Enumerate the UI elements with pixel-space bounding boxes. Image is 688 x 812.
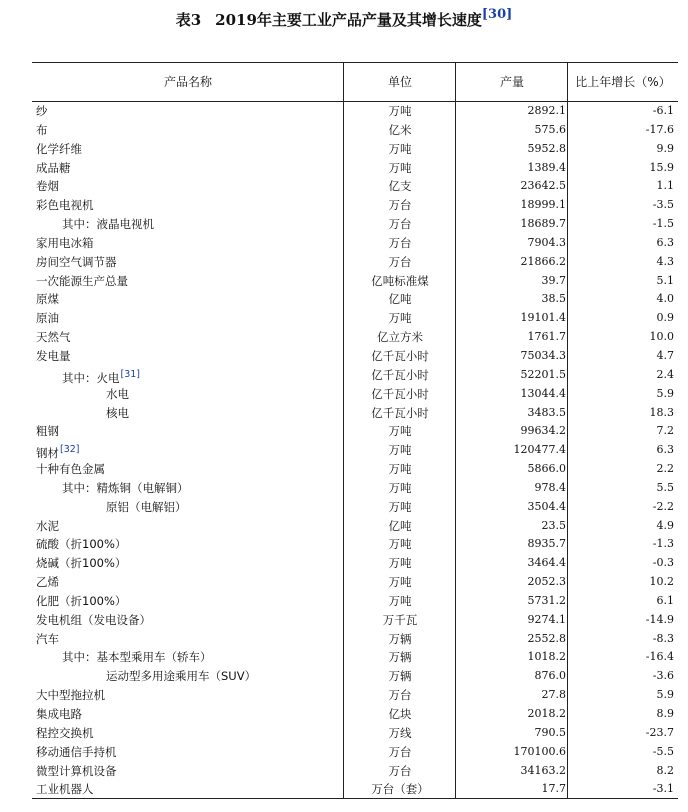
product-name-cell: [36, 762, 117, 781]
table-row: [32, 102, 678, 121]
product-name: 房间空气调节器: [36, 254, 117, 269]
product-name-cell: [36, 705, 82, 724]
output-cell: 1018.2: [527, 650, 566, 664]
output-cell: 1761.7: [527, 330, 566, 344]
growth-cell: 2.4: [656, 367, 674, 381]
unit-cell: 万吨: [388, 104, 412, 118]
unit-cell: 亿立方米: [377, 330, 423, 345]
table-body: [32, 102, 678, 799]
unit-cell: 万辆: [388, 631, 412, 646]
output-cell: 2052.3: [527, 575, 566, 589]
unit-cell: 万吨: [388, 160, 412, 175]
product-name: 汽车: [36, 631, 59, 646]
growth-cell: -1.5: [652, 217, 674, 231]
output-cell: 3504.4: [527, 499, 566, 513]
output-cell: 3464.4: [527, 556, 566, 570]
output-cell: 13044.4: [520, 386, 566, 400]
table-row: [32, 592, 678, 611]
growth-cell: -2.2: [652, 499, 674, 513]
unit-cell: 万辆: [388, 650, 412, 665]
growth-cell: -3.5: [652, 198, 674, 212]
growth-cell: 18.3: [649, 405, 674, 419]
product-name-cell: [62, 648, 212, 667]
unit-cell: 万千瓦: [382, 612, 418, 627]
product-name-cell: [36, 441, 80, 460]
table-row: [32, 366, 678, 385]
unit-cell: 万台（套）: [371, 782, 429, 797]
unit-cell: 万吨: [388, 480, 412, 495]
growth-cell: 5.9: [656, 386, 674, 400]
product-name: 核电: [106, 405, 129, 420]
product-name: 纱: [36, 104, 48, 118]
product-name-cell: [36, 630, 59, 649]
output-cell: 170100.6: [513, 744, 566, 758]
product-name-cell: [36, 611, 151, 630]
product-name-cell: [106, 667, 256, 686]
product-name: 大中型拖拉机: [36, 688, 105, 703]
table-row: [32, 630, 678, 649]
output-cell: 575.6: [534, 122, 566, 136]
product-name: 钢材: [36, 446, 59, 461]
product-name-cell: [106, 498, 187, 517]
table-row: [32, 611, 678, 630]
growth-cell: 5.1: [656, 273, 674, 287]
product-name: 其中：液晶电视机: [62, 217, 154, 232]
product-name: 卷烟: [36, 179, 59, 194]
product-name: 化肥（折100%）: [36, 593, 127, 608]
product-name-cell: [36, 460, 105, 479]
output-cell: 2552.8: [527, 631, 566, 645]
product-name: 其中：精炼铜（电解铜）: [62, 480, 189, 495]
output-cell: 5952.8: [527, 141, 566, 155]
output-cell: 3483.5: [527, 405, 566, 419]
output-cell: 7904.3: [527, 235, 566, 249]
unit-cell: 万台: [388, 744, 412, 759]
table-row: [32, 762, 678, 781]
output-cell: 21866.2: [520, 254, 566, 268]
output-cell: 23.5: [541, 518, 566, 532]
growth-cell: 2.2: [656, 462, 674, 476]
product-name-cell: [36, 253, 117, 272]
product-name: 水电: [106, 386, 129, 401]
product-name-cell: [36, 347, 71, 366]
unit-cell: 亿千瓦小时: [371, 348, 429, 363]
unit-cell: 万台: [388, 688, 412, 703]
footnote-ref-link[interactable]: [30]: [481, 7, 513, 22]
table-row: [32, 140, 678, 159]
table-row: [32, 554, 678, 573]
table-row: [32, 648, 678, 667]
product-name: 其中：火电: [62, 370, 120, 385]
growth-cell: 10.0: [649, 330, 674, 344]
unit-cell: 万台: [388, 217, 412, 232]
table-row: [32, 253, 678, 272]
unit-cell: 万吨: [388, 462, 412, 477]
growth-cell: -0.3: [652, 556, 674, 570]
product-name: 乙烯: [36, 575, 59, 590]
growth-cell: -23.7: [645, 725, 674, 739]
product-name: 原油: [36, 311, 59, 326]
product-name-cell: [106, 404, 129, 423]
table-row: [32, 460, 678, 479]
unit-cell: 万台: [388, 235, 412, 250]
table-row: [32, 234, 678, 253]
output-cell: 52201.5: [520, 367, 566, 381]
table-row: [32, 196, 678, 215]
growth-cell: 15.9: [649, 160, 674, 174]
growth-cell: -3.6: [652, 669, 674, 683]
output-cell: 27.8: [541, 688, 566, 702]
output-cell: 18689.7: [520, 217, 566, 231]
unit-cell: 亿吨: [388, 292, 412, 307]
table-row: [32, 498, 678, 517]
unit-cell: 亿吨: [388, 518, 412, 533]
product-name-cell: [36, 517, 59, 536]
table-row: [32, 441, 678, 460]
unit-cell: 万吨: [388, 575, 412, 590]
growth-cell: 4.7: [656, 348, 674, 362]
product-name: 烧碱（折100%）: [36, 556, 127, 571]
table-row: [32, 517, 678, 536]
output-cell: 1389.4: [527, 160, 566, 174]
product-name: 移动通信手持机: [36, 744, 117, 759]
table-bottom-rule: [32, 798, 678, 799]
unit-cell: 亿千瓦小时: [371, 386, 429, 401]
product-name-cell: [36, 102, 48, 121]
product-name: 原铝（电解铝）: [106, 499, 187, 514]
output-cell: 19101.4: [520, 311, 566, 325]
output-cell: 34163.2: [520, 763, 566, 777]
product-name-cell: [36, 140, 82, 159]
growth-cell: -1.3: [652, 537, 674, 551]
output-cell: 120477.4: [513, 443, 566, 457]
column-divider: [343, 62, 344, 799]
unit-cell: 万吨: [388, 556, 412, 571]
growth-cell: 9.9: [656, 141, 674, 155]
output-cell: 9274.1: [527, 612, 566, 626]
product-name-cell: [36, 535, 126, 554]
product-name-cell: [36, 743, 117, 762]
product-name: 彩色电视机: [36, 198, 94, 213]
header-output: 产量: [499, 75, 524, 89]
output-cell: 790.5: [534, 725, 566, 739]
growth-cell: 6.3: [656, 443, 674, 457]
unit-cell: 亿吨标准煤: [371, 273, 429, 288]
table-row: [32, 290, 678, 309]
product-name-cell: [36, 780, 94, 799]
growth-cell: -17.6: [645, 122, 674, 136]
product-name: 天然气: [36, 330, 71, 345]
product-name-cell: [36, 196, 94, 215]
table-row: [32, 573, 678, 592]
output-cell: 38.5: [541, 292, 566, 306]
product-name: 发电量: [36, 348, 71, 363]
table-row: [32, 177, 678, 196]
output-cell: 978.4: [534, 480, 566, 494]
growth-cell: 1.1: [656, 179, 674, 193]
growth-cell: -3.1: [652, 782, 674, 796]
product-name-cell: [62, 479, 189, 498]
table-header: [32, 62, 678, 102]
product-name: 微型计算机设备: [36, 763, 117, 778]
header-growth: 比上年增长（%）: [575, 75, 671, 89]
product-name-cell: [36, 177, 59, 196]
column-divider: [455, 62, 456, 799]
product-name: 十种有色金属: [36, 462, 105, 477]
table-title: [0, 8, 688, 30]
product-name: 程控交换机: [36, 725, 94, 740]
unit-cell: 万台: [388, 763, 412, 778]
product-name-cell: [36, 686, 105, 705]
unit-cell: 万台: [388, 198, 412, 213]
output-cell: 99634.2: [520, 424, 566, 438]
table-row: [32, 385, 678, 404]
growth-cell: -8.3: [652, 631, 674, 645]
table-title-text: 2019年主要工业产品产量及其增长速度: [215, 11, 482, 29]
product-name: 化学纤维: [36, 141, 82, 156]
table-row: [32, 121, 678, 140]
table-row: [32, 309, 678, 328]
product-name: 其中：基本型乘用车（轿车）: [62, 650, 212, 665]
unit-cell: 万吨: [388, 424, 412, 439]
table-row: [32, 159, 678, 178]
unit-cell: 万吨: [388, 593, 412, 608]
unit-cell: 亿米: [388, 122, 412, 137]
product-name-cell: [36, 309, 59, 328]
unit-cell: 万吨: [388, 537, 412, 552]
growth-cell: 0.9: [656, 311, 674, 325]
product-name: 成品糖: [36, 160, 71, 175]
output-cell: 5866.0: [527, 462, 566, 476]
growth-cell: 8.2: [656, 763, 674, 777]
header-unit: 单位: [387, 75, 412, 89]
unit-cell: 亿千瓦小时: [371, 405, 429, 420]
growth-cell: -6.1: [652, 104, 674, 117]
table-number: 表3: [175, 11, 202, 29]
table-row: [32, 535, 678, 554]
column-divider: [567, 62, 568, 799]
table-row: [32, 667, 678, 686]
table-row: [32, 328, 678, 347]
product-name: 一次能源生产总量: [36, 273, 128, 288]
product-name-cell: [36, 554, 126, 573]
product-name-cell: [36, 724, 94, 743]
output-cell: 876.0: [534, 669, 566, 683]
product-name: 运动型多用途乘用车（SUV）: [106, 669, 257, 684]
output-cell: 17.7: [541, 782, 566, 796]
unit-cell: 万吨: [388, 141, 412, 156]
unit-cell: 万线: [388, 725, 412, 740]
output-cell: 2892.1: [527, 104, 566, 117]
product-name: 布: [36, 122, 48, 137]
product-name: 水泥: [36, 518, 59, 533]
product-name-cell: [36, 328, 71, 347]
product-name: 粗钢: [36, 424, 59, 439]
output-cell: 75034.3: [520, 348, 566, 362]
unit-cell: 万台: [388, 254, 412, 269]
unit-cell: 亿千瓦小时: [371, 367, 429, 382]
output-cell: 2018.2: [527, 707, 566, 720]
growth-cell: 5.9: [656, 688, 674, 702]
growth-cell: -16.4: [645, 650, 674, 664]
product-name-cell: [62, 366, 140, 385]
growth-cell: 7.2: [656, 424, 674, 438]
product-name-cell: [36, 121, 48, 140]
output-cell: 39.7: [541, 273, 566, 287]
growth-cell: 4.9: [656, 518, 674, 532]
product-name-cell: [106, 385, 129, 404]
output-cell: 18999.1: [520, 198, 566, 212]
product-name: 家用电冰箱: [36, 235, 94, 250]
output-cell: 8935.7: [527, 537, 566, 551]
product-name: 硫酸（折100%）: [36, 537, 127, 552]
product-name-cell: [36, 422, 59, 441]
product-name: 工业机器人: [36, 782, 94, 797]
growth-cell: 4.3: [656, 254, 674, 268]
product-name-cell: [36, 592, 126, 611]
growth-cell: 6.1: [656, 593, 674, 607]
product-name: 集成电路: [36, 707, 82, 721]
unit-cell: 万吨: [388, 499, 412, 514]
table-row: [32, 272, 678, 291]
footnote-ref-link[interactable]: [31]: [120, 368, 141, 380]
product-name-cell: [36, 290, 59, 309]
table-row: [32, 705, 678, 724]
product-name-cell: [36, 573, 59, 592]
unit-cell: 万吨: [388, 443, 412, 458]
header-product-name: 产品名称: [163, 75, 212, 89]
table-row: [32, 479, 678, 498]
growth-cell: -14.9: [645, 612, 674, 626]
growth-cell: 6.3: [656, 235, 674, 249]
growth-cell: 4.0: [656, 292, 674, 306]
product-name-cell: [36, 234, 94, 253]
table-row: [32, 347, 678, 366]
unit-cell: 万辆: [388, 669, 412, 684]
table-row: [32, 724, 678, 743]
table-row: [32, 422, 678, 441]
table-row: [32, 743, 678, 762]
growth-cell: 5.5: [656, 480, 674, 494]
table-row: [32, 404, 678, 423]
product-name: 原煤: [36, 292, 59, 307]
unit-cell: 万吨: [388, 311, 412, 326]
growth-cell: 10.2: [649, 575, 674, 589]
table-row: [32, 686, 678, 705]
table-row: [32, 215, 678, 234]
growth-cell: -5.5: [652, 744, 674, 758]
unit-cell: 亿块: [388, 707, 412, 721]
growth-cell: 8.9: [656, 707, 674, 720]
table-row: [32, 780, 678, 799]
unit-cell: 亿支: [388, 179, 412, 194]
product-name-cell: [36, 159, 71, 178]
product-name-cell: [62, 215, 154, 234]
product-name: 发电机组（发电设备）: [36, 612, 151, 627]
output-cell: 5731.2: [527, 593, 566, 607]
output-cell: 23642.5: [520, 179, 566, 193]
production-table: [32, 62, 678, 799]
product-name-cell: [36, 272, 128, 291]
footnote-ref-link[interactable]: [32]: [60, 444, 80, 456]
